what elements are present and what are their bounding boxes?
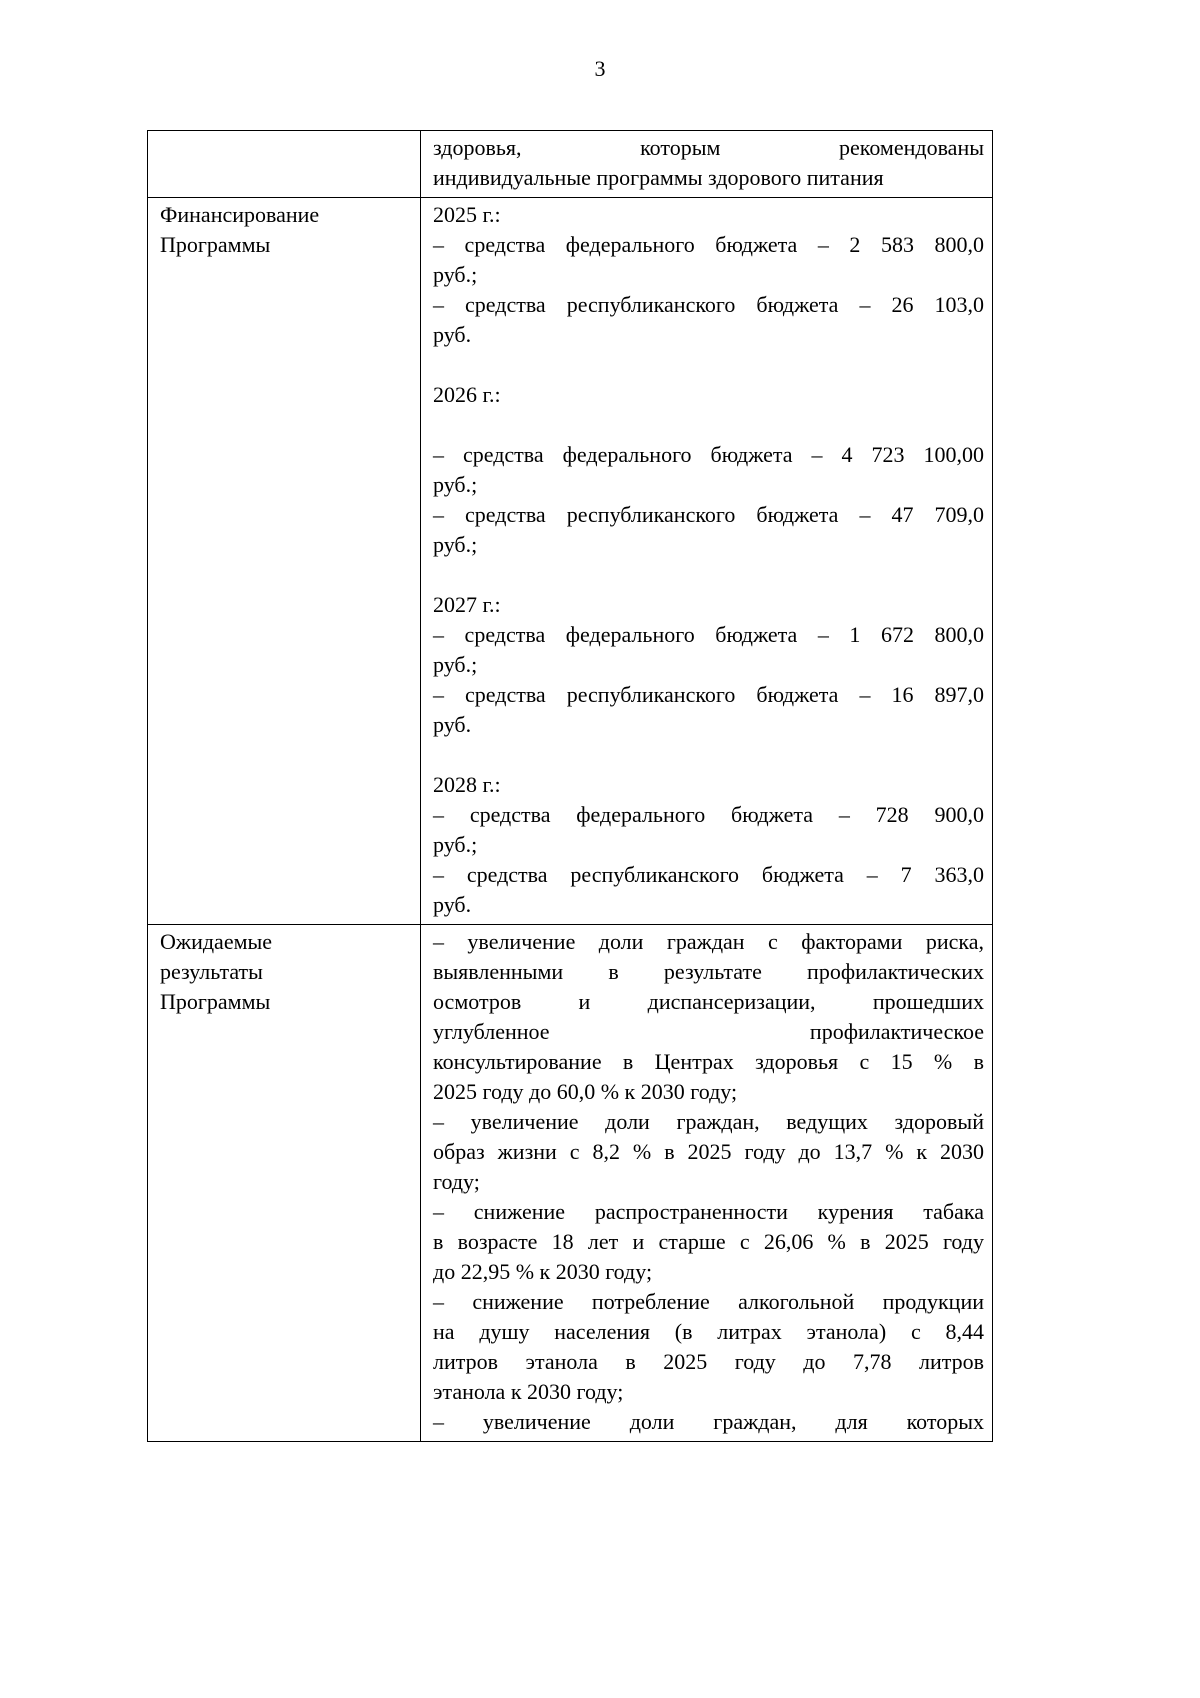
text-line: осмотров и диспансеризации, прошедших xyxy=(433,989,984,1014)
paragraph xyxy=(433,860,984,920)
text-line: до 22,95 % к 2030 году; xyxy=(433,1259,653,1284)
paragraph xyxy=(433,560,984,590)
text-line: – увеличение доли граждан с факторами риска, xyxy=(433,929,984,954)
text-line: 2025 г.: xyxy=(433,202,501,227)
text-line: образ жизни с 8,2 % в 2025 году до 13,7 % к 2030 xyxy=(433,1139,984,1164)
paragraph xyxy=(433,440,984,500)
text-line: руб.; xyxy=(433,262,478,287)
text-line: этанола к 2030 году; xyxy=(433,1379,624,1404)
row-content-cell xyxy=(421,131,993,198)
paragraph xyxy=(433,230,984,290)
label-line: Программы xyxy=(160,989,271,1014)
text-line: индивидуальные программы здорового питания xyxy=(433,165,884,190)
text-line: – средства федерального бюджета – 4 723 100,00 xyxy=(433,442,984,467)
paragraph xyxy=(433,1197,984,1287)
text-line: – средства республиканского бюджета – 16 897,0 xyxy=(433,682,984,707)
text-line: на душу населения (в литрах этанола) с 8,44 xyxy=(433,1319,984,1344)
text-line: – средства республиканского бюджета – 26 103,0 xyxy=(433,292,984,317)
text-line: 2027 г.: xyxy=(433,592,501,617)
text-line xyxy=(433,560,984,590)
row-content-cell xyxy=(421,198,993,925)
text-line: литров этанола в 2025 году до 7,78 литров xyxy=(433,1349,984,1374)
paragraph xyxy=(433,410,984,440)
text-line xyxy=(433,740,984,770)
row-header-cell xyxy=(148,131,421,198)
paragraph xyxy=(433,380,984,410)
text-line: руб.; xyxy=(433,832,478,857)
page-number: 3 xyxy=(594,56,606,81)
label-line: Ожидаемые xyxy=(160,929,273,954)
text-line: – средства федерального бюджета – 2 583 800,0 xyxy=(433,232,984,257)
text-line xyxy=(433,350,984,380)
paragraph xyxy=(433,350,984,380)
text-line: 2026 г.: xyxy=(433,382,501,407)
table-row-continuation xyxy=(148,131,993,198)
row-header-cell xyxy=(148,925,421,1442)
text-line: руб.; xyxy=(433,652,478,677)
paragraph xyxy=(433,1407,984,1437)
text-line: здоровья, которым рекомендованы xyxy=(433,135,984,160)
paragraph xyxy=(433,770,984,800)
text-line: – увеличение доли граждан, ведущих здоровый xyxy=(433,1109,984,1134)
text-line: – средства республиканского бюджета – 47 709,0 xyxy=(433,502,984,527)
text-line: выявленными в результате профилактических xyxy=(433,959,984,984)
text-line: – средства федерального бюджета – 1 672 800,0 xyxy=(433,622,984,647)
text-line: – средства федерального бюджета – 728 900,0 xyxy=(433,802,984,827)
label-line: Программы xyxy=(160,232,271,257)
paragraph xyxy=(433,500,984,560)
text-line: руб. xyxy=(433,892,472,917)
program-passport-table xyxy=(147,130,993,1442)
paragraph xyxy=(433,1107,984,1197)
paragraph xyxy=(433,200,984,230)
text-line: в возрасте 18 лет и старше с 26,06 % в 2025 году xyxy=(433,1229,984,1254)
paragraph xyxy=(433,290,984,350)
text-line: 2025 году до 60,0 % к 2030 году; xyxy=(433,1079,738,1104)
paragraph xyxy=(433,927,984,1107)
text-line: консультирование в Центрах здоровья с 15 % в xyxy=(433,1049,984,1074)
table-row-expected-results xyxy=(148,925,993,1442)
text-line: – снижение распространенности курения табака xyxy=(433,1199,984,1224)
paragraph xyxy=(433,680,984,740)
table-row-financing xyxy=(148,198,993,925)
paragraph xyxy=(433,133,984,193)
label-line: Финансирование xyxy=(160,202,320,227)
text-line: году; xyxy=(433,1169,480,1194)
text-line: углубленное профилактическое xyxy=(433,1019,984,1044)
row-content-cell xyxy=(421,925,993,1442)
text-line: руб.; xyxy=(433,532,478,557)
paragraph xyxy=(433,1287,984,1407)
text-line: руб. xyxy=(433,322,472,347)
paragraph xyxy=(433,800,984,860)
paragraph xyxy=(433,620,984,680)
text-line: – снижение потребление алкогольной продукции xyxy=(433,1289,984,1314)
text-line: руб.; xyxy=(433,472,478,497)
text-line: 2028 г.: xyxy=(433,772,501,797)
paragraph xyxy=(433,590,984,620)
text-line xyxy=(433,410,984,440)
text-line: – средства республиканского бюджета – 7 363,0 xyxy=(433,862,984,887)
text-line: – увеличение доли граждан, для которых xyxy=(433,1409,984,1434)
paragraph xyxy=(433,740,984,770)
label-line: результаты xyxy=(160,959,263,984)
text-line: руб. xyxy=(433,712,472,737)
row-header-cell xyxy=(148,198,421,925)
